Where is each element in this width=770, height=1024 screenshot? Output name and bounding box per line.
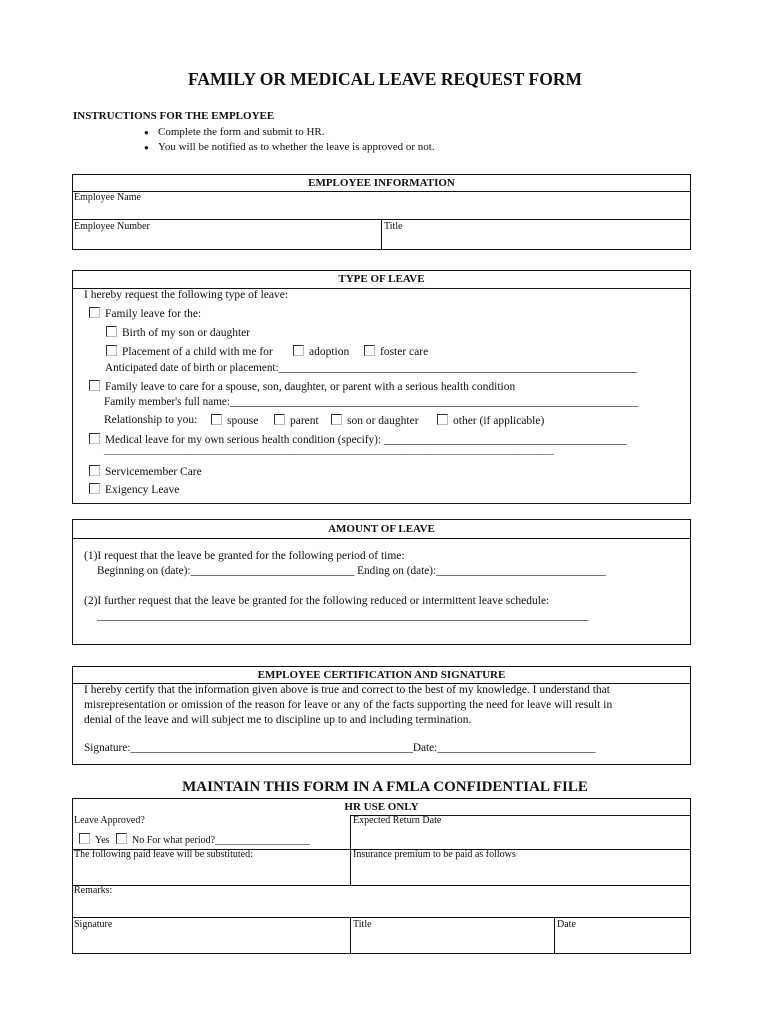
foster-checkbox[interactable] bbox=[364, 345, 375, 356]
adoption-option bbox=[293, 345, 349, 358]
medical-checkbox[interactable] bbox=[89, 433, 100, 444]
certification-line-3: denial of the leave and will subject me to discipline up to and including termination. bbox=[84, 714, 472, 726]
amount-of-leave-section bbox=[72, 519, 691, 645]
divider bbox=[554, 917, 555, 953]
relationship-label: Relationship to you: bbox=[104, 414, 198, 426]
option-label: Servicemember Care bbox=[105, 466, 202, 478]
hr-title-label: Title bbox=[353, 919, 372, 930]
spouse-option bbox=[211, 414, 258, 427]
birth-option bbox=[106, 326, 250, 339]
hr-signature-label: Signature bbox=[74, 919, 113, 930]
employee-info-section bbox=[72, 174, 691, 250]
employee-info-heading: EMPLOYEE INFORMATION bbox=[73, 175, 690, 192]
type-of-leave-section bbox=[72, 270, 691, 504]
employee-name-label: Employee Name bbox=[74, 192, 141, 203]
instruction-text: Complete the form and submit to HR. bbox=[158, 126, 325, 138]
anticipated-date-field[interactable]: Anticipated date of birth or placement:________________________________________________________________ bbox=[105, 362, 637, 374]
family-leave-checkbox[interactable] bbox=[89, 307, 100, 318]
approved-yes-option bbox=[79, 833, 110, 846]
employee-number-label: Employee Number bbox=[74, 221, 150, 232]
hr-use-section bbox=[72, 798, 691, 954]
approved-no-option bbox=[116, 833, 310, 846]
son-daughter-option bbox=[331, 414, 419, 427]
exigency-checkbox[interactable] bbox=[89, 483, 100, 494]
adoption-checkbox[interactable] bbox=[293, 345, 304, 356]
parent-checkbox[interactable] bbox=[274, 414, 285, 425]
foster-option bbox=[364, 345, 428, 358]
option-label: Exigency Leave bbox=[105, 484, 180, 496]
exigency-option bbox=[89, 483, 179, 496]
family-member-name-field[interactable]: Family member's full name:_________________________________________________________________________ bbox=[104, 396, 639, 408]
option-label: Yes bbox=[95, 835, 110, 846]
option-label: Birth of my son or daughter bbox=[122, 327, 251, 339]
hr-date-label: Date bbox=[557, 919, 576, 930]
option-label: son or daughter bbox=[347, 415, 419, 427]
divider bbox=[350, 917, 351, 953]
birth-checkbox[interactable] bbox=[106, 326, 117, 337]
parent-option bbox=[274, 414, 319, 427]
divider bbox=[73, 885, 690, 886]
certification-section bbox=[72, 666, 691, 765]
expected-return-label: Expected Return Date bbox=[353, 815, 442, 826]
signature-date-field[interactable]: Signature:__________________________________________________Date:____________________________ bbox=[84, 742, 596, 754]
divider bbox=[350, 815, 351, 885]
hr-use-heading: HR USE ONLY bbox=[344, 801, 419, 813]
spouse-checkbox[interactable] bbox=[211, 414, 222, 425]
maintain-notice: MAINTAIN THIS FORM IN A FMLA CONFIDENTIAL FILE bbox=[182, 779, 588, 795]
other-checkbox[interactable] bbox=[437, 414, 448, 425]
title-label: Title bbox=[384, 221, 403, 232]
divider bbox=[73, 917, 690, 918]
son-daughter-checkbox[interactable] bbox=[331, 414, 342, 425]
option-label: Family leave for the: bbox=[105, 308, 202, 320]
insurance-label: Insurance premium to be paid as follows bbox=[353, 849, 516, 860]
other-option bbox=[437, 414, 544, 427]
option-label: spouse bbox=[227, 415, 259, 427]
care-checkbox[interactable] bbox=[89, 380, 100, 391]
option-label: Family leave to care for a spouse, son, daughter, or parent with a serious health condition bbox=[105, 381, 516, 393]
period-request-text: (1)I request that the leave be granted for the following period of time: bbox=[84, 550, 405, 562]
instruction-item bbox=[144, 126, 325, 138]
remarks-label: Remarks: bbox=[74, 885, 113, 896]
medical-specify-line[interactable]: ________________________________________________________________________________________________ bbox=[104, 447, 554, 457]
placement-option bbox=[106, 345, 273, 358]
servicemember-checkbox[interactable] bbox=[89, 465, 100, 476]
medical-specify-field[interactable]: Medical leave for my own serious health condition (specify): ___________________________________________ bbox=[105, 434, 627, 446]
form-title: FAMILY OR MEDICAL LEAVE REQUEST FORM bbox=[188, 69, 582, 89]
leave-intro: I hereby request the following type of leave: bbox=[84, 289, 289, 301]
yes-checkbox[interactable] bbox=[79, 833, 90, 844]
certification-line-1: I hereby certify that the information given above is true and correct to the best of my knowledge. I understand that bbox=[84, 684, 610, 696]
option-label: other (if applicable) bbox=[453, 415, 545, 427]
type-of-leave-heading: TYPE OF LEAVE bbox=[73, 271, 690, 289]
medical-option bbox=[89, 433, 627, 446]
schedule-request-text: (2)I further request that the leave be granted for the following reduced or intermittent leave schedule: bbox=[84, 595, 550, 607]
instruction-item bbox=[144, 141, 435, 153]
no-checkbox[interactable] bbox=[116, 833, 127, 844]
family-leave-option bbox=[89, 307, 201, 320]
amount-of-leave-heading: AMOUNT OF LEAVE bbox=[73, 520, 690, 539]
placement-checkbox[interactable] bbox=[106, 345, 117, 356]
certification-heading: EMPLOYEE CERTIFICATION AND SIGNATURE bbox=[73, 667, 690, 684]
option-label: parent bbox=[290, 415, 319, 427]
instructions-heading: INSTRUCTIONS FOR THE EMPLOYEE bbox=[73, 110, 275, 122]
leave-approved-label: Leave Approved? bbox=[74, 815, 145, 826]
option-label: foster care bbox=[380, 346, 429, 358]
servicemember-option bbox=[89, 465, 202, 478]
option-label: Placement of a child with me for bbox=[122, 346, 273, 358]
divider bbox=[381, 219, 382, 249]
period-field[interactable]: No For what period?___________________ bbox=[132, 835, 311, 846]
schedule-field[interactable]: _______________________________________________________________________________________ bbox=[97, 610, 589, 622]
care-option bbox=[89, 380, 515, 393]
option-label: adoption bbox=[309, 346, 350, 358]
period-dates-field[interactable]: Beginning on (date):_____________________________ Ending on (date):______________________________ bbox=[97, 565, 606, 577]
instruction-text: You will be notified as to whether the leave is approved or not. bbox=[158, 141, 435, 153]
paid-leave-label: The following paid leave will be substituted: bbox=[74, 849, 253, 860]
certification-line-2: misrepresentation or omission of the reason for leave or any of the facts supporting the need for leave will result in bbox=[84, 699, 613, 711]
